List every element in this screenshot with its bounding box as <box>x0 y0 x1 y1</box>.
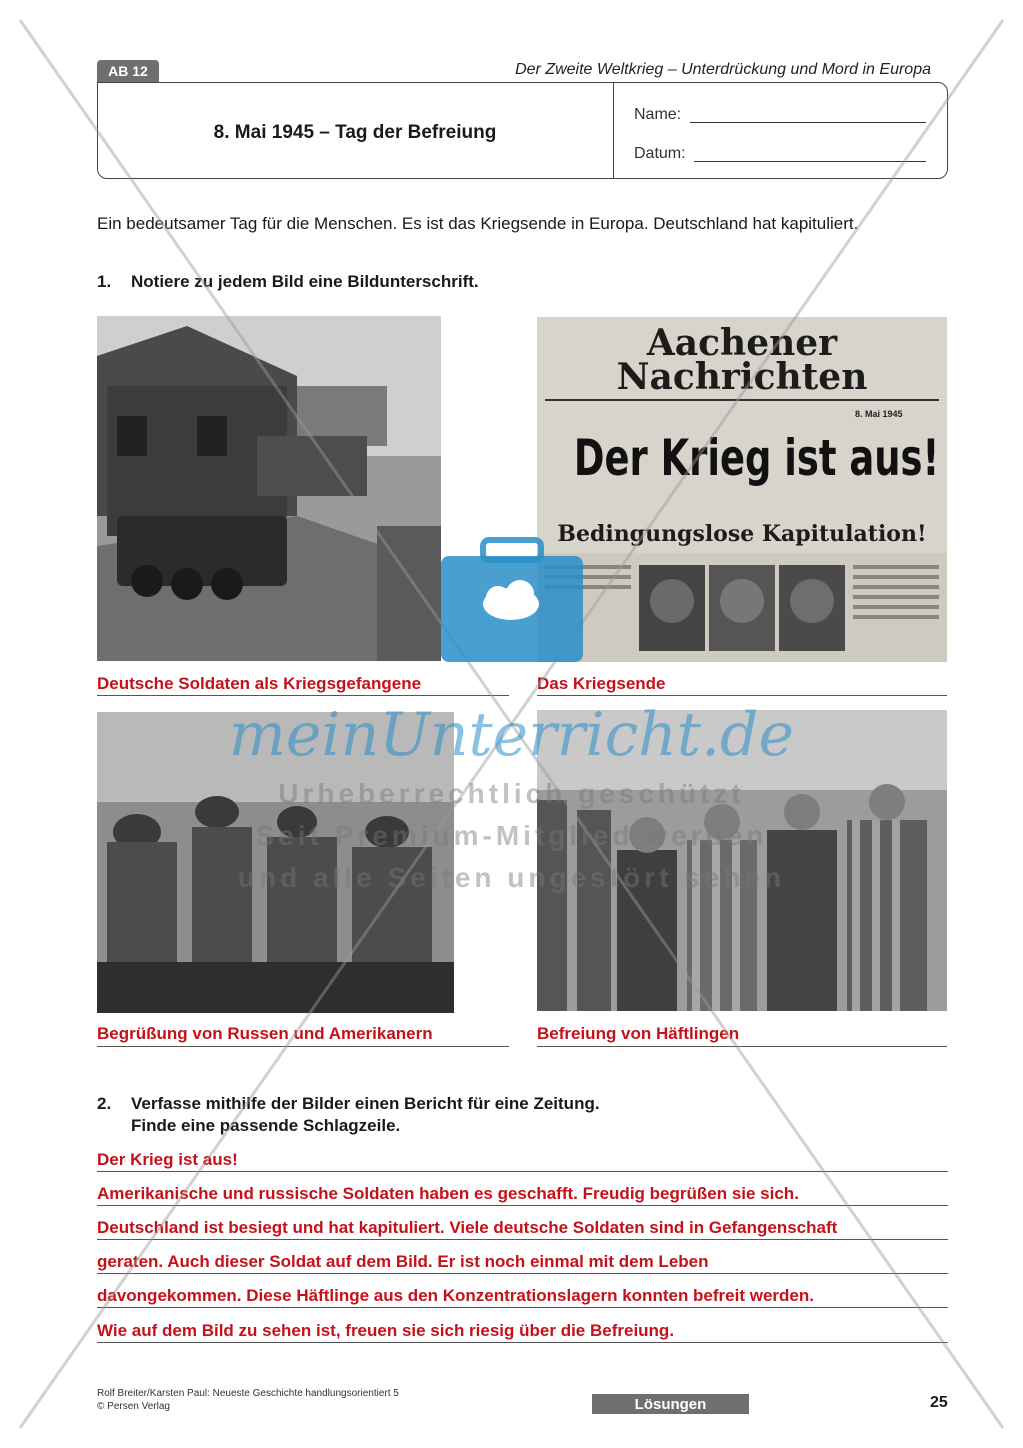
task2-line2: Finde eine passende Schlagzeile. <box>131 1116 401 1135</box>
photo-liberation-art <box>537 710 947 1011</box>
answer-line-3: Deutschland ist besiegt und hat kapituliert. Viele deutsche Soldaten sind in Gefangenschaft <box>97 1218 838 1237</box>
answer-rule-6 <box>97 1342 948 1343</box>
watermark-line-2: Seit Premium-Mitglied werden <box>255 820 768 851</box>
answer-rule-2 <box>97 1205 948 1206</box>
page-number: 25 <box>930 1394 948 1411</box>
photo-prisoners <box>97 316 441 661</box>
worksheet-tag: AB 12 <box>97 60 159 82</box>
page-title: 8. Mai 1945 – Tag der Befreiung <box>213 122 497 143</box>
answer-rule-1 <box>97 1171 948 1172</box>
caption-2: Das Kriegsende <box>537 674 666 693</box>
footer-publisher: © Persen Verlag <box>97 1401 170 1412</box>
footer-credit <box>97 1387 399 1413</box>
answer-rule-5 <box>97 1307 948 1308</box>
answer-line-1: Der Krieg ist aus! <box>97 1150 238 1169</box>
watermark-logo: meinUnterricht.de <box>229 700 794 770</box>
newspaper-headline: Der Krieg ist aus! <box>573 429 940 487</box>
answer-rule-3 <box>97 1239 948 1240</box>
newspaper-date: 8. Mai 1945 <box>855 409 903 419</box>
task2-number: 2. <box>97 1094 112 1113</box>
answer-rule-4 <box>97 1273 948 1274</box>
answer-line-4: geraten. Auch dieser Soldat auf dem Bild. Er ist noch einmal mit dem Leben <box>97 1252 709 1271</box>
task1-text: Notiere zu jedem Bild eine Bildunterschrift. <box>131 272 479 291</box>
footer-credit-text: Rolf Breiter/Karsten Paul: Neueste Geschichte handlungsorientiert 5 <box>97 1388 399 1399</box>
photo-liberation <box>537 710 947 1011</box>
caption-line-3 <box>97 1046 509 1047</box>
intro-text: Ein bedeutsamer Tag für die Menschen. Es ist das Kriegsende in Europa. Deutschland hat kapituliert. <box>97 214 859 233</box>
caption-1: Deutsche Soldaten als Kriegsgefangene <box>97 674 422 693</box>
newspaper-masthead-1: Aachener <box>646 322 838 364</box>
photo-newspaper <box>537 317 947 662</box>
newspaper-masthead-2: Nachrichten <box>616 356 868 398</box>
solutions-badge: Lösungen <box>592 1394 749 1414</box>
photo-prisoners-art <box>97 316 441 661</box>
task2-line1: Verfasse mithilfe der Bilder einen Bericht für eine Zeitung. <box>131 1094 600 1113</box>
date-field[interactable] <box>694 161 926 162</box>
task1-number: 1. <box>97 272 112 291</box>
caption-4: Befreiung von Häftlingen <box>537 1024 740 1043</box>
caption-line-1 <box>97 695 509 696</box>
caption-3: Begrüßung von Russen und Amerikanern <box>97 1024 433 1043</box>
date-label: Datum: <box>634 145 686 162</box>
watermark-line-3: und alle Seiten ungestört sehen <box>237 862 786 893</box>
caption-line-2 <box>537 695 947 696</box>
answer-line-6: Wie auf dem Bild zu sehen ist, freuen sie sich riesig über die Befreiung. <box>97 1321 675 1340</box>
answer-line-2: Amerikanische und russische Soldaten haben es geschafft. Freudig begrüßen sie sich. <box>97 1184 799 1203</box>
caption-line-4 <box>537 1046 947 1047</box>
newspaper-subheadline: Bedingungslose Kapitulation! <box>557 521 927 547</box>
answer-line-5: davongekommen. Diese Häftlinge aus den Konzentrationslagern konnten befreit werden. <box>97 1286 814 1305</box>
watermark-line-1: Urheberrechtlich geschützt <box>278 778 745 809</box>
name-field[interactable] <box>690 122 926 123</box>
header-divider <box>613 82 614 179</box>
series-title: Der Zweite Weltkrieg – Unterdrückung und Mord in Europa <box>515 61 931 78</box>
newspaper-portraits <box>537 553 947 662</box>
name-label: Name: <box>634 106 682 123</box>
newspaper-rule <box>545 399 939 401</box>
